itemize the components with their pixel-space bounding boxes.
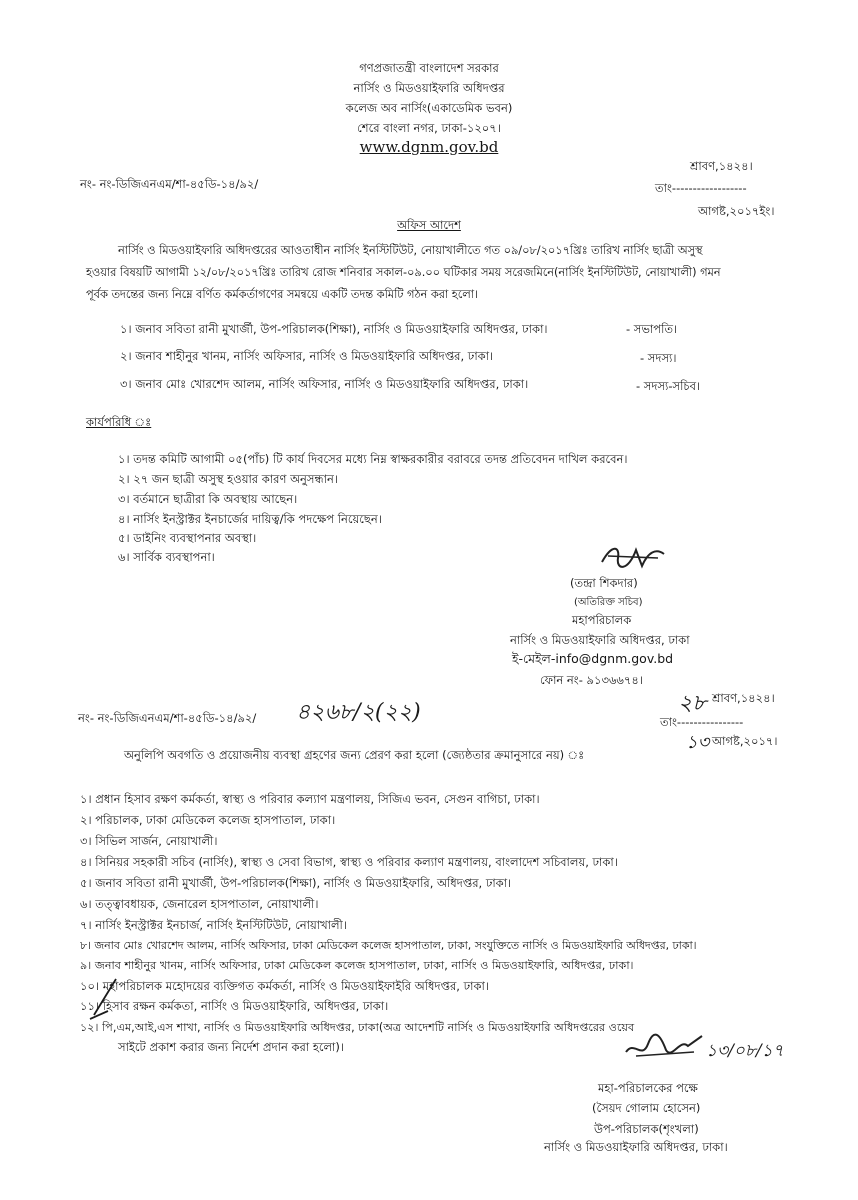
header-address: শেরে বাংলা নগর, ঢাকা-১২০৭। [357, 121, 501, 135]
signature-2 [624, 1030, 704, 1064]
order-body-line2: হওয়ার বিষয়টি আগামী ১২/০৮/২০১৭খ্রিঃ তারিখ রোজ শনিবার সকাল-০৯.০০ ঘটিকার সময় সরেজমিনে(নার্সিং ইনস্টিটিউট, নোয়াখালী) গমন [86, 266, 721, 279]
copy-item: ২। পরিচালক, ঢাকা মেডিকেল কলেজ হাসপাতাল, ঢাকা। [80, 813, 336, 827]
committee-member: ১। জনাব সবিতা রানী মুখার্জী, উপ-পরিচালক(শিক্ষা), নার্সিং ও মিডওয়াইফারি অধিদপ্তর, ঢাকা। [120, 322, 548, 336]
committee-member-role: - সদস্য। [640, 351, 677, 365]
tor-item: ১। তদন্ত কমিটি আগামী ০৫(পাঁচ) টি কার্য দিবসের মধ্যে নিম্ন স্বাক্ষরকারীর বরাবরে তদন্ত প্রতিবেদন দাখিল করবেন। [118, 452, 628, 466]
memo2-date-label: তাং---------------- [660, 715, 744, 729]
signature-1 [598, 542, 668, 576]
committee-member: ৩। জনাব মোঃ খোরশেদ আলম, নার্সিং অফিসার, নার্সিং ও মিডওয়াইফারি অধিদপ্তর, ঢাকা। [120, 377, 529, 391]
memo2-handwritten-number: ৪২৬৮/২(২২) [296, 700, 421, 725]
signatory1-name: (তন্দ্রা শিকদার) [570, 576, 638, 590]
copy-item: ৪। সিনিয়র সহকারী সচিব (নার্সিং), স্বাস্থ্য ও সেবা বিভাগ, স্বাস্থ্য ও পরিবার কল্যাণ মন্ত্রণালয়, বাংলাদেশ সচিবালয়, ঢাকা। [80, 855, 618, 869]
memo2-handwritten-day: ২৮ [678, 691, 707, 716]
memo2-handwritten-en-day: ১৩ [686, 732, 710, 753]
memo2-bangla-date: শ্রাবণ,১৪২৪। [712, 691, 775, 705]
copy-item: ১০। মহাপরিচালক মহোদয়ের ব্যক্তিগত কর্মকর্তা, নার্সিং ও মিডওয়াইফাইরি অধিদপ্তর, ঢাকা। [80, 979, 489, 993]
copy-item: ৮। জনাব মোঃ খোরশেদ আলম, নার্সিং অফিসার, ঢাকা মেডিকেল কলেজ হাসপাতাল, ঢাকা, সংযুক্তিতে নার্সিং ও মিডওয়াইফারি অধিদপ্তর, ঢাকা। [80, 939, 697, 952]
copy-item: ৭। নার্সিং ইনস্ট্রাক্টর ইনচার্জ, নার্সিং ইনস্টিটিউট, নোয়াখালী। [80, 918, 347, 932]
copy-item: ১। প্রধান হিসাব রক্ষণ কর্মকর্তা, স্বাস্থ্য ও পরিবার কল্যাণ মন্ত্রণালয়, সিজিএ ভবন, সেগুন বাগিচা, ঢাকা। [80, 792, 540, 806]
header-directorate: নার্সিং ও মিডওয়াইফারি অধিদপ্তর [353, 81, 505, 95]
copy-item: ৬। তত্ত্বাবধায়ক, জেনারেল হাসপাতাল, নোয়াখালী। [80, 897, 319, 911]
tor-item: ৫। ডাইনিং ব্যবস্থাপনার অবস্থা। [118, 531, 257, 545]
header-building: কলেজ অব নার্সিং(একাডেমিক ভবন) [345, 101, 513, 115]
copy-item-12-cont: সাইটে প্রকাশ করার জন্য নির্দেশ প্রদান করা হলো)। [118, 1040, 344, 1054]
signatory2-name: (সৈয়দ গোলাম হোসেন) [592, 1101, 701, 1115]
copy-item: ৫। জনাব সবিতা রানী মুখার্জী, উপ-পরিচালক(শিক্ষা), নার্সিং ও মিডওয়াইফারি, অধিদপ্তর, ঢাকা। [80, 876, 512, 890]
copy-item: ১১। হিসাব রক্ষন কর্মকতা, নার্সিং ও মিডওয়াইফারি, অধিদপ্তর, ঢাকা। [80, 999, 389, 1013]
signatory2-office: নার্সিং ও মিডওয়াইফারি অধিদপ্তর, ঢাকা। [544, 1140, 728, 1154]
tor-item: ২। ২৭ জন ছাত্রী অসুস্থ হওয়ার কারণ অনুসন্ধান। [118, 472, 338, 486]
signatory1-rank: (অতিরিক্ত সচিব) [574, 597, 643, 608]
committee-member: ২। জনাব শাহীনুর খানম, নার্সিং অফিসার, নার্সিং ও মিডওয়াইফারি অধিদপ্তর, ঢাকা। [120, 349, 494, 363]
signatory2-title: উপ-পরিচালক(শৃংখলা) [594, 1122, 699, 1136]
tick-mark [86, 975, 146, 1035]
memo2-english-date: আগষ্ট,২০১৭। [712, 734, 778, 748]
tor-title: কার্যপরিধি ঃ [86, 415, 152, 429]
header-website-link[interactable]: www.dgnm.gov.bd [359, 138, 499, 156]
signatory1-phone: ফোন নং- ৯১৩৬৬৭৪। [540, 673, 643, 687]
copy-intro: অনুলিপি অবগতি ও প্রয়োজনীয় ব্যবস্থা গ্রহণের জন্য প্রেরণ করা হলো (জ্যেষ্ঠতার ক্রমানুসারে নয়) ঃ [124, 748, 585, 762]
committee-member-role: - সদস্য-সচিব। [636, 379, 701, 393]
copy-item: ৩। সিভিল সার্জন, নোয়াখালী। [80, 834, 218, 848]
memo-date-label: তাং------------------ [655, 181, 747, 195]
tor-item: ৩। বর্তমানে ছাত্রীরা কি অবস্থায় আছেন। [118, 492, 298, 506]
order-title: অফিস আদেশ [397, 218, 461, 232]
order-body-line1: নার্সিং ও মিডওয়াইফারি অধিদপ্তরের আওতাধীন নার্সিং ইনস্টিটিউট, নোয়াখালীতে গত ০৯/০৮/২০১৭খ্রিঃ তারিখ নার্সিং ছাত্রী অসুস্থ [118, 244, 703, 257]
signatory1-office: নার্সিং ও মিডওয়াইফারি অধিদপ্তর, ঢাকা [510, 633, 690, 647]
committee-member-role: - সভাপতি। [626, 322, 678, 336]
memo-english-date: আগষ্ট,২০১৭ইং। [698, 204, 775, 218]
copy-item: ১২। পি,এম,আই,এস শাখা, নার্সিং ও মিডওয়াইফারি অধিদপ্তর, ঢাকা(অত্র আদেশটি নার্সিং ও মিডওয়াইফারি অধিদপ্তরের ওয়েব [80, 1021, 635, 1034]
signatory1-title: মহাপরিচালক [572, 613, 632, 627]
memo-bangla-date: শ্রাবণ,১৪২৪। [690, 159, 753, 173]
memo-number: নং- নং-ডিজিএনএম/শা-৪৫ডি-১৪/৯২/ [80, 177, 259, 191]
memo2-number: নং- নং-ডিজিএনএম/শা-৪৫ডি-১৪/৯২/ [78, 711, 257, 725]
tor-item: ৬। সার্বিক ব্যবস্থাপনা। [118, 550, 215, 564]
header-govt: গণপ্রজাতন্ত্রী বাংলাদেশ সরকার [359, 61, 499, 75]
signature-2-date: ১৩/০৮/১৭ [706, 1041, 784, 1061]
signatory1-email: ই-মেইল-info@dgnm.gov.bd [512, 651, 674, 666]
tor-item: ৪। নার্সিং ইনস্ট্রাক্টর ইনচার্জের দায়িত্ব/কি পদক্ষেপ নিয়েছেন। [118, 512, 382, 526]
copy-item: ৯। জনাব শাহীনুর খানম, নার্সিং অফিসার, ঢাকা মেডিকেল কলেজ হাসপাতাল, ঢাকা, নার্সিং ও মিডওয়াইফারি, অধিদপ্তর, ঢাকা। [80, 959, 634, 972]
signatory2-on-behalf: মহা-পরিচালকের পক্ষে [598, 1081, 698, 1095]
order-body-line3: পূর্বক তদন্তের জন্য নিম্নে বর্ণিত কর্মকর্তাগণের সমন্বয়ে একটি তদন্ত কমিটি গঠন করা হলো। [86, 288, 479, 301]
